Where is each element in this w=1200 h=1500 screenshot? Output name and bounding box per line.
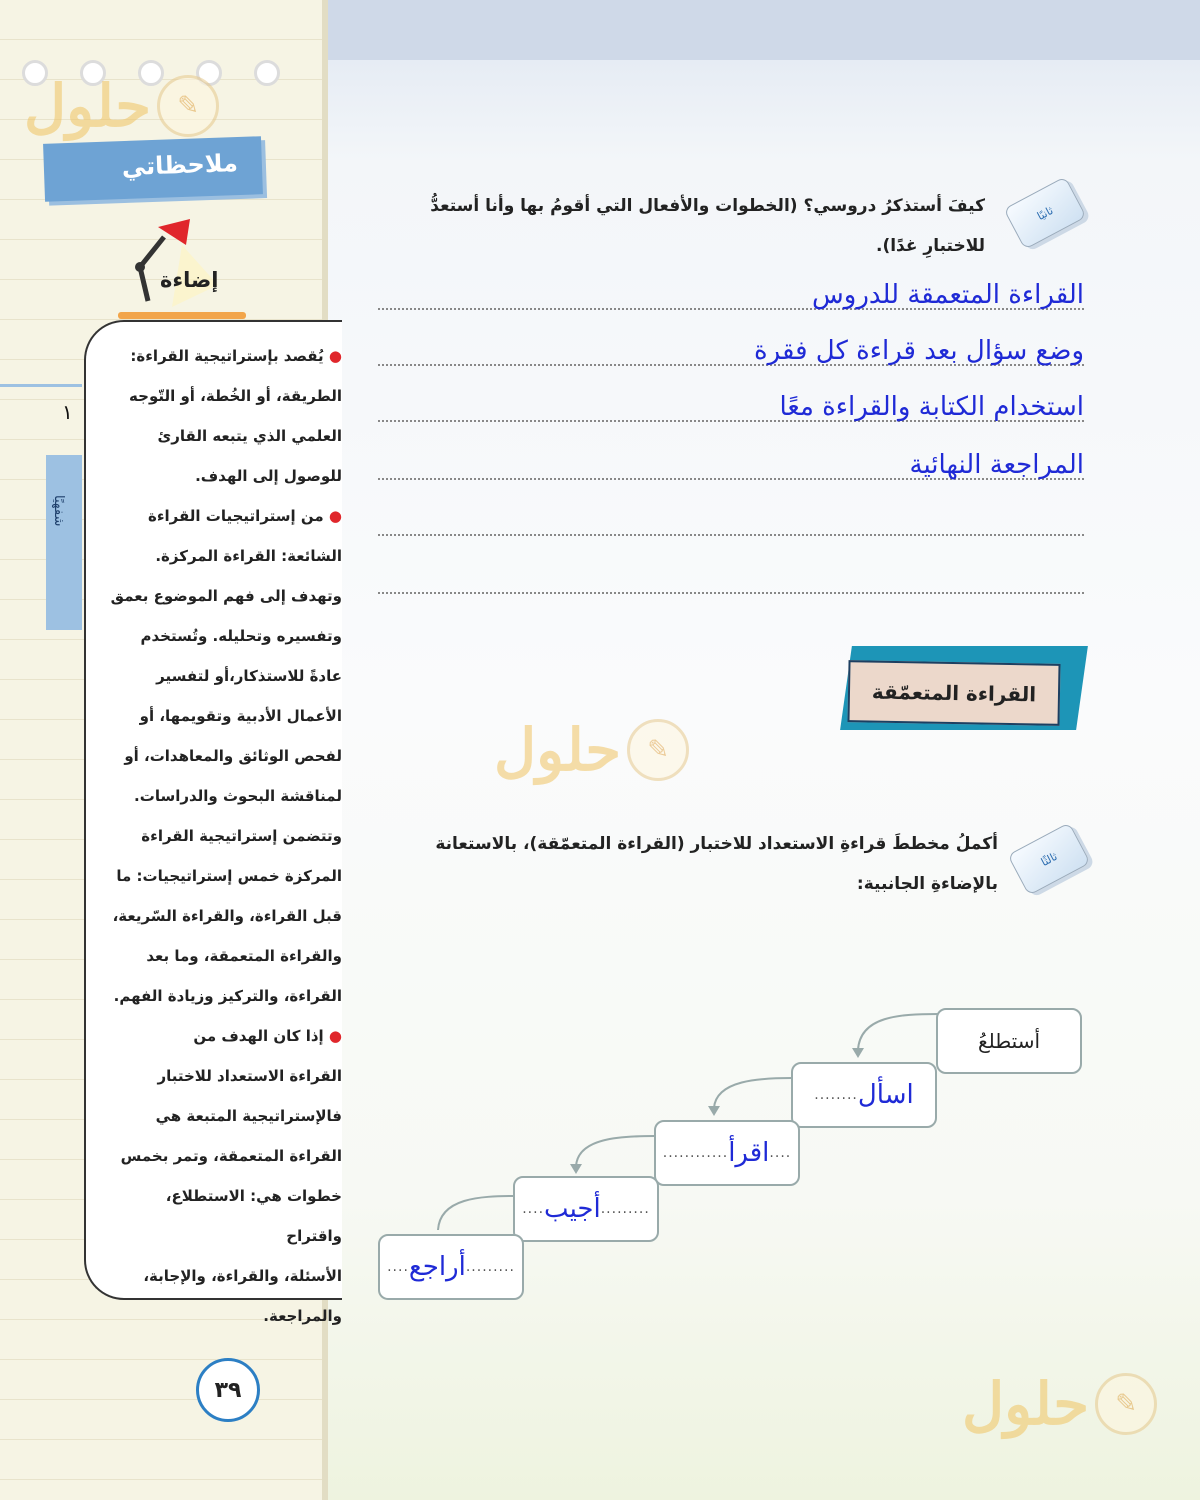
idaa-line: قبل القراءة، والقراءة السّريعة، xyxy=(112,907,342,925)
flow-step-label[interactable]: أجيب xyxy=(544,1194,601,1224)
logo-text: حلول xyxy=(24,72,152,140)
answer-text[interactable]: استخدام الكتابة والقراءة معًا xyxy=(779,392,1084,422)
idaa-line: القراءة الاستعداد للاختبار xyxy=(157,1067,342,1085)
idaa-line: القراءة المتعمقة، وتمر بخمس xyxy=(120,1147,342,1165)
flow-step-label[interactable]: اسأل xyxy=(857,1080,914,1110)
idaa-line: عادةً للاستذكار،أو لتفسير xyxy=(156,667,342,685)
idaa-line: لفحص الوثائق والمعاهدات، أو xyxy=(124,747,342,765)
logo-text: حلول xyxy=(962,1370,1090,1438)
watermark-logo xyxy=(962,1370,1157,1438)
idaa-line: المركزة خمس إستراتيجيات: ما xyxy=(116,867,342,885)
flow-arrow xyxy=(438,1196,515,1230)
flow-step-2: اسأل ........ xyxy=(791,1062,937,1128)
idaa-line: وتهدف إلى فهم الموضوع بعمق xyxy=(110,587,342,605)
question-badge: ثانيًا xyxy=(1003,176,1086,249)
idaa-line: إذا كان الهدف من xyxy=(193,1027,324,1045)
side-number: ١ xyxy=(62,400,73,424)
idaa-line: الطريقة، أو الخُطة، أو التّوجه xyxy=(129,387,342,405)
arrow-head-icon xyxy=(570,1164,582,1174)
idaa-heading: إضاءة xyxy=(160,268,219,292)
idaa-line: الأعمال الأدبية وتقويمها، أو xyxy=(139,707,342,725)
flow-step-1 xyxy=(936,1008,1082,1074)
idaa-line: القراءة، والتركيز وزيادة الفهم. xyxy=(113,987,342,1005)
idaa-line: وتتضمن إستراتيجية القراءة xyxy=(141,827,342,845)
question-2-line1: أكملُ مخططَ قراءةِ الاستعداد للاختبار (القراءة المتعمّقة)، بالاستعانة xyxy=(435,834,998,854)
idaa-line: وتفسيره وتحليله. وتُستخدم xyxy=(140,627,342,645)
flow-step-3: .... اقرأ ............ xyxy=(654,1120,800,1186)
idaa-line: خطوات هي: الاستطلاع، واقتراح xyxy=(165,1187,342,1245)
question-1-line2: للاختبارِ غدًا). xyxy=(876,236,985,256)
idaa-line: لمناقشة البحوث والدراسات. xyxy=(134,787,342,805)
book-icon: ✎ xyxy=(627,719,689,781)
book-icon: ✎ xyxy=(1095,1373,1157,1435)
idaa-line: فالإستراتيجية المتبعة هي xyxy=(155,1107,342,1125)
idaa-line: من إستراتيجيات القراءة xyxy=(148,507,324,525)
answer-text[interactable]: القراءة المتعمقة للدروس xyxy=(812,280,1084,310)
flow-arrow xyxy=(576,1136,655,1166)
answer-text[interactable]: المراجعة النهائية xyxy=(909,450,1084,480)
page-number: ٣٩ xyxy=(196,1358,260,1422)
notes-title: ملاحظاتي xyxy=(121,149,239,182)
idaa-line: العلمي الذي يتبعه القارئ xyxy=(157,427,342,445)
idaa-line: والمراجعة. xyxy=(263,1307,342,1325)
idaa-line: الشائعة: القراءة المركزة. xyxy=(155,547,342,565)
flow-step-4: ......... أجيب .... xyxy=(513,1176,659,1242)
logo-text: حلول xyxy=(494,716,622,784)
question-1-line1: كيفَ أستذكرُ دروسي؟ (الخطوات والأفعال التي أقومُ بها وأنا أستعدُّ xyxy=(430,196,985,216)
flow-step-5: ......... أراجع .... xyxy=(378,1234,524,1300)
answer-text[interactable]: وضع سؤال بعد قراءة كل فقرة xyxy=(753,336,1084,366)
arrow-head-icon xyxy=(852,1048,864,1058)
side-tab-label: شفهيًا xyxy=(51,495,66,527)
section-title: القراءة المتعمّقة xyxy=(847,660,1060,726)
flow-step-label[interactable]: أراجع xyxy=(408,1252,466,1282)
idaa-line: والقراءة المتعمقة، وما بعد xyxy=(146,947,342,965)
idaa-line: يُقصد بإستراتيجية القراءة: xyxy=(130,347,324,365)
idaa-line: الأسئلة، والقراءة، والإجابة، xyxy=(143,1267,342,1285)
book-icon: ✎ xyxy=(157,75,219,137)
idaa-text: ● يُقصد بإستراتيجية القراءة: الطريقة، أو الخُطة، أو التّوجه العلمي الذي يتبعه القارئ للوصول إلى الهدف. ● من إستراتيجيات القراءة الشائعة: القراءة المركزة. وتهدف إلى فهم الموضوع بعمق وتفسيره وتحليله. وتُستخدم عادةً للاستذكار،أو لتفسير الأعمال الأدبية وتقويمها، أو لفحص الوثائق والمعاهدات، أو لمناقشة البحوث والدراسات. وتتضمن إستراتيجية القراءة المركزة خمس إستراتيجيات: ما قبل القراءة، والقراءة السّريعة، والقراءة المتعمقة، وما بعد القراءة، والتركيز وزيادة الفهم. ● إذا كان الهدف من القراءة الاستعداد للاختبار فالإستراتيجية المتبعة هي القراءة المتعمقة، وتمر بخمس خطوات هي: الاستطلاع، واقتراح الأسئلة، والقراءة، والإجابة، والمراجعة. xyxy=(106,336,342,1336)
flow-arrow xyxy=(714,1078,792,1108)
flow-arrow xyxy=(858,1014,938,1050)
idaa-line: للوصول إلى الهدف. xyxy=(195,467,342,485)
arrow-head-icon xyxy=(708,1106,720,1116)
question-badge: ثالثًا xyxy=(1007,822,1090,895)
flow-step-label: أستطلعُ xyxy=(977,1029,1041,1053)
question-2-line2: بالإضاءةِ الجانبية: xyxy=(856,874,998,894)
flow-step-label[interactable]: اقرأ xyxy=(728,1138,770,1168)
